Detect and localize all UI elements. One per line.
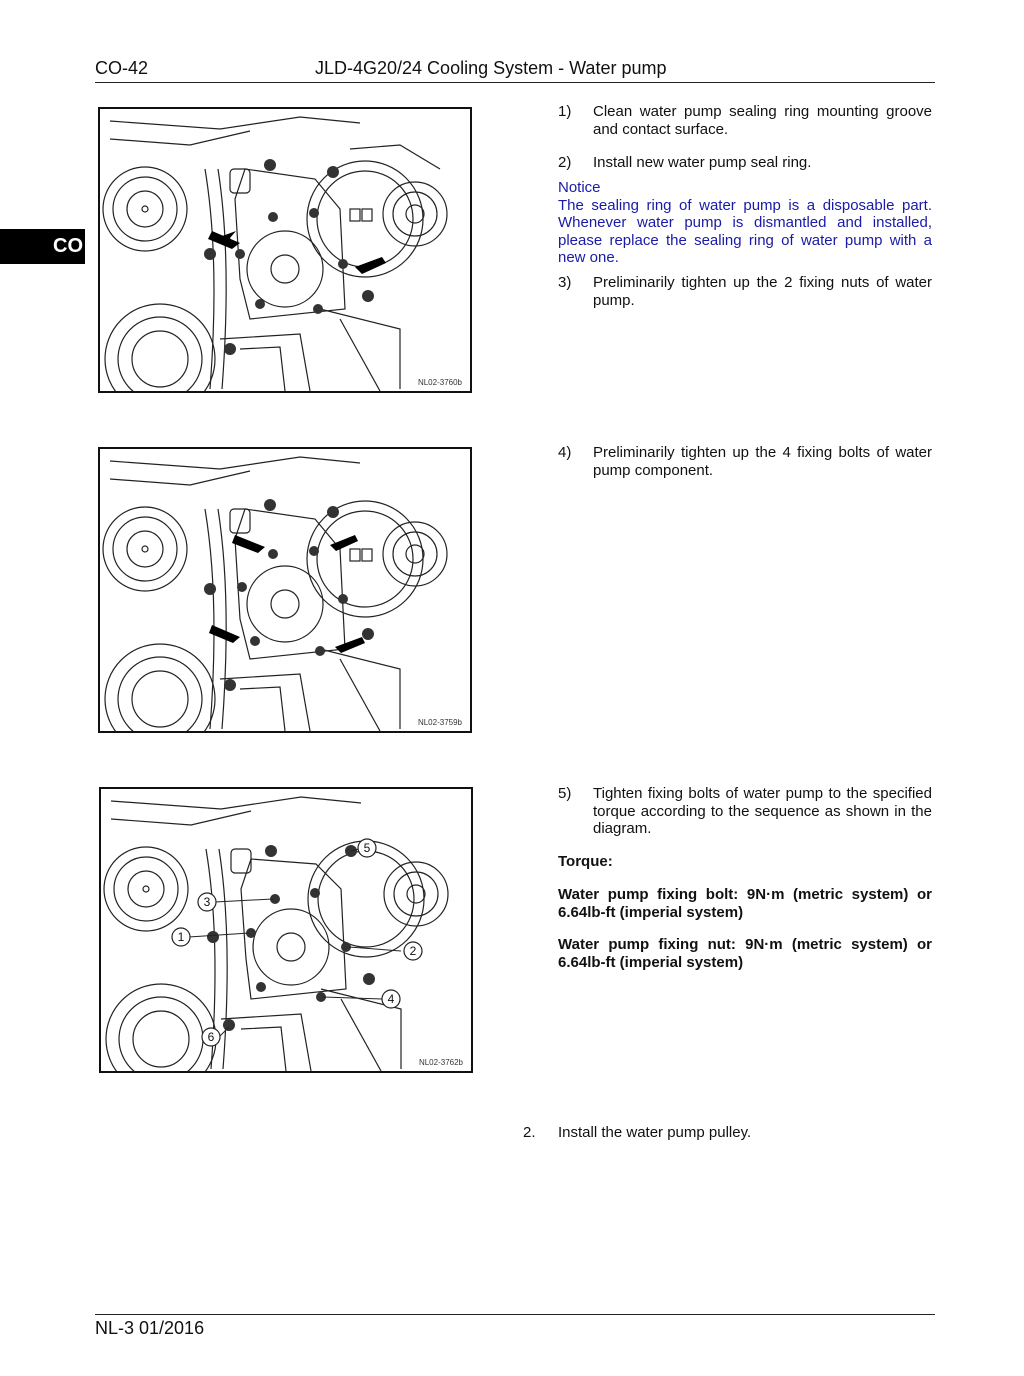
figure-code: NL02-3762b — [418, 1058, 463, 1067]
step-text: Tighten fixing bolts of water pump to the specified torque according to the sequence as shown in the diagram. — [593, 785, 932, 837]
page-title: JLD-4G20/24 Cooling System - Water pump — [315, 58, 667, 78]
page-code: CO-42 — [95, 58, 149, 78]
callout-label: 3 — [203, 895, 211, 909]
figure-fixing-bolts — [98, 447, 472, 733]
step-5 — [558, 785, 932, 839]
engine-illustration-3 — [101, 789, 471, 1071]
notice-block — [558, 179, 932, 267]
step-text: Install new water pump seal ring. — [593, 154, 812, 171]
torque-label: Torque: — [558, 853, 613, 870]
footer-divider — [95, 1314, 935, 1315]
engine-illustration-1 — [100, 109, 470, 391]
step-text: Install the water pump pulley. — [558, 1124, 752, 1141]
section-tab: CO — [0, 229, 85, 264]
step-1 — [558, 103, 932, 139]
callout-label: 4 — [387, 992, 395, 1006]
figure-code: NL02-3760b — [417, 378, 462, 387]
step-text: Preliminarily tighten up the 2 fixing nuts of water pump. — [593, 274, 932, 309]
step-text: Clean water pump sealing ring mounting groove and contact surface. — [593, 103, 932, 138]
page-footer: NL-3 01/2016 — [95, 1318, 205, 1338]
callout-label: 2 — [409, 944, 417, 958]
engine-illustration-2 — [100, 449, 470, 731]
page-header — [95, 58, 935, 83]
torque-nut: Water pump fixing nut: 9N·m (metric system) or 6.64lb-ft (imperial system) — [558, 936, 932, 971]
step-number: 1) — [558, 103, 572, 120]
step-2 — [558, 154, 932, 172]
figure-seal-ring — [98, 107, 472, 393]
figure-tightening-sequence — [99, 787, 473, 1073]
callout-label: 6 — [207, 1030, 215, 1044]
main-step-2 — [523, 1124, 932, 1142]
step-4 — [558, 444, 932, 480]
figure-code: NL02-3759b — [417, 718, 462, 727]
step-number: 2) — [558, 154, 572, 171]
notice-text: The sealing ring of water pump is a disposable part. Whenever water pump is dismantled and installed, please replace the sealing ring of water pump with a new one. — [558, 196, 932, 266]
callout-label: 5 — [363, 841, 371, 855]
callout-label: 1 — [177, 930, 185, 944]
step-3 — [558, 274, 932, 310]
torque-bolt: Water pump fixing bolt: 9N·m (metric system) or 6.64lb-ft (imperial system) — [558, 886, 932, 921]
notice-title: Notice — [558, 179, 601, 196]
step-number: 2. — [523, 1124, 536, 1141]
step-number: 5) — [558, 785, 572, 802]
step-number: 4) — [558, 444, 572, 461]
step-text: Preliminarily tighten up the 4 fixing bolts of water pump component. — [593, 444, 932, 479]
step-number: 3) — [558, 274, 572, 291]
